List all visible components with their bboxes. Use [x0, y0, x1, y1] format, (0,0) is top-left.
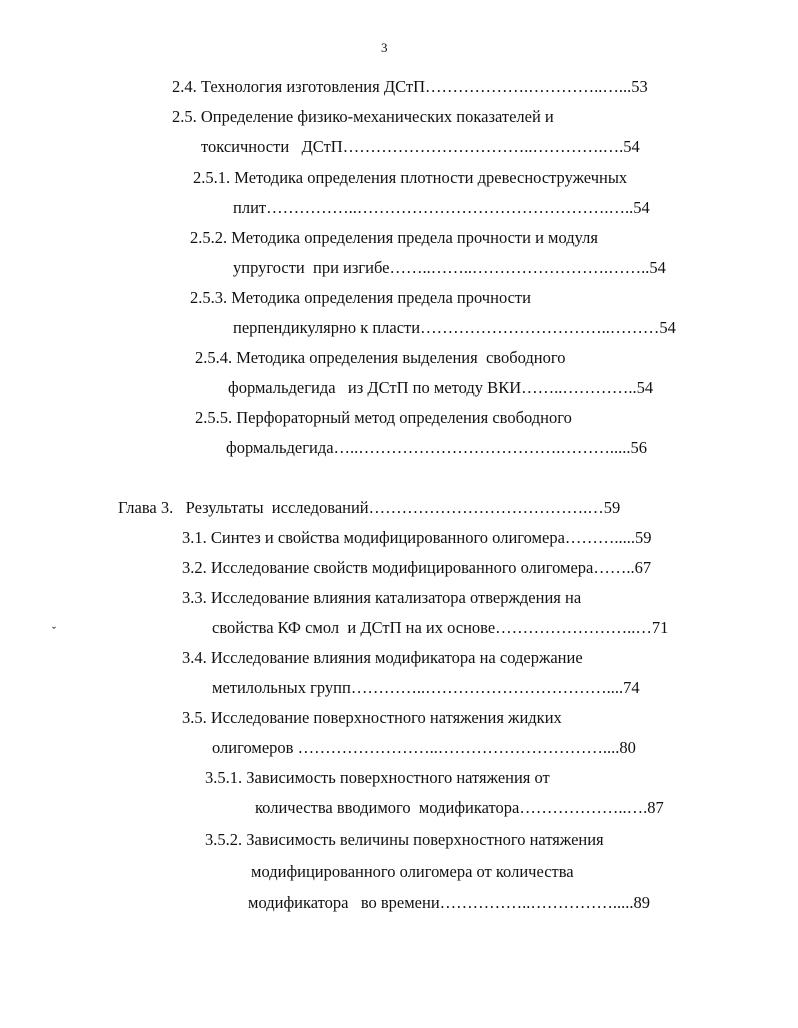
toc-entry-2-5-1: 2.5.1. Методика определения плотности древесностружечных [193, 168, 628, 187]
toc-entry-2-5-2: 2.5.2. Методика определения предела прочности и модуля [190, 228, 599, 247]
toc-entry-2-5-1-cont: плит……………..……………………………………….…..54 [233, 198, 650, 217]
toc-chapter-3: Глава 3. Результаты исследований………………………………….…59 [118, 498, 621, 517]
toc-entry-3-5: 3.5. Исследование поверхностного натяжения жидких [182, 708, 562, 727]
toc-entry-3-5-2: 3.5.2. Зависимость величины поверхностного натяжения [205, 830, 604, 849]
toc-entry-3-5-1: 3.5.1. Зависимость поверхностного натяжения от [205, 768, 550, 787]
toc-entry-2-5: 2.5. Определение физико-механических показателей и [172, 107, 554, 126]
toc-entry-2-5-4-cont: формальдегида из ДСтП по методу ВКИ……..…………..54 [228, 378, 654, 397]
toc-entry-3-3: 3.3. Исследование влияния катализатора отверждения на [182, 588, 582, 607]
toc-entry-2-5-2-cont: упругости при изгибе……..……..…………………….……..54 [233, 258, 666, 277]
scan-mark: ˇ [52, 624, 56, 638]
toc-entry-2-5-3-cont: перпендикулярно к пласти……………………………..………54 [233, 318, 676, 337]
toc-entry-2-4: 2.4. Технология изготовления ДСтП……………….…………..…...53 [172, 77, 648, 96]
toc-entry-3-5-cont: олигомеров ……………………..…………………………....80 [212, 738, 636, 757]
toc-entry-3-5-2-cont2: модификатора во времени……………..…………….....89 [248, 893, 651, 912]
toc-entry-2-5-3: 2.5.3. Методика определения предела прочности [190, 288, 531, 307]
toc-entry-2-5-4: 2.5.4. Методика определения выделения свободного [195, 348, 566, 367]
toc-entry-2-5-5: 2.5.5. Перфораторный метод определения свободного [195, 408, 572, 427]
toc-entry-3-4: 3.4. Исследование влияния модификатора на содержание [182, 648, 583, 667]
toc-entry-2-5-5-cont: формальдегида…..……………………………….……….....56 [226, 438, 648, 457]
page-number: 3 [381, 40, 388, 55]
toc-entry-3-2: 3.2. Исследование свойств модифицированного олигомера……..67 [182, 558, 652, 577]
toc-entry-3-5-1-cont: количества вводимого модификатора………………..….87 [255, 798, 664, 817]
toc-entry-2-5-cont: токсичности ДСтП……………………………..………….….54 [201, 137, 640, 156]
toc-entry-3-1: 3.1. Синтез и свойства модифицированного олигомера……….....59 [182, 528, 652, 547]
toc-entry-3-4-cont: метилольных групп…………..……………………………....74 [212, 678, 640, 697]
toc-entry-3-3-cont: свойства КФ смол и ДСтП на их основе……………………..…71 [212, 618, 669, 637]
toc-entry-3-5-2-cont: модифицированного олигомера от количества [251, 862, 574, 881]
